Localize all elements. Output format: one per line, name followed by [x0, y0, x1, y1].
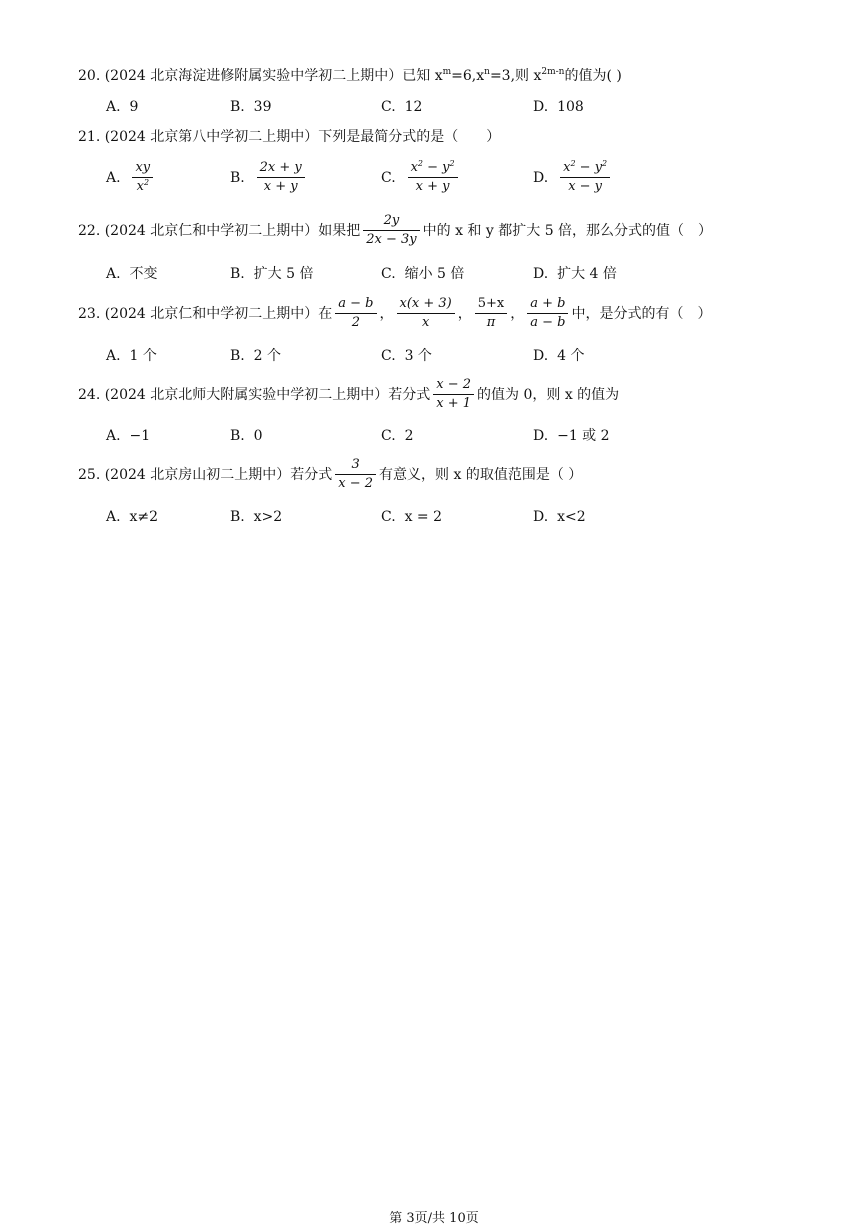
- numerator: x − 2: [436, 377, 472, 392]
- exponent: 2m-n: [541, 67, 565, 77]
- option-a: [106, 346, 157, 366]
- question-number: 25.: [78, 466, 101, 483]
- option-d: [533, 507, 586, 527]
- option-label: A.: [106, 348, 121, 364]
- option-label: D.: [533, 348, 549, 364]
- fraction: [560, 160, 610, 195]
- option-label: C.: [381, 348, 396, 364]
- exponent: 2: [570, 159, 576, 168]
- question-25: [78, 457, 582, 492]
- option-a: [106, 264, 157, 284]
- question-text: 有意义，则 x 的取值范围是（ ）: [379, 466, 583, 483]
- fraction: [132, 160, 153, 195]
- option-b: [230, 97, 271, 117]
- denominator: a − b: [527, 313, 568, 331]
- denominator-base: x: [136, 179, 144, 194]
- exponent: m: [442, 67, 452, 77]
- option-label: C.: [381, 169, 396, 186]
- option-label: B.: [230, 509, 245, 525]
- option-c: [381, 264, 464, 284]
- option-a: [106, 507, 158, 527]
- question-20: [78, 66, 622, 86]
- question-number: 20.: [78, 68, 101, 84]
- fraction: [408, 160, 458, 195]
- question-text: (2024 北京第八中学初二上期中）下列是最简分式的是（ ）: [104, 129, 501, 145]
- fraction: [363, 213, 419, 248]
- term: x: [410, 160, 418, 175]
- option-label: B.: [230, 348, 245, 364]
- option-c: [381, 346, 432, 366]
- exponent: 2: [143, 178, 150, 187]
- denominator: 2: [335, 313, 376, 331]
- numerator: x(x + 3): [399, 296, 452, 311]
- option-value: 扩大 4 倍: [557, 266, 617, 282]
- option-b: [230, 426, 263, 446]
- numerator: 3: [351, 457, 360, 472]
- page-footer: 第 3页/共 10页: [389, 1211, 479, 1226]
- option-value: x<2: [557, 509, 586, 525]
- option-label: C.: [381, 428, 396, 444]
- denominator: [132, 177, 153, 195]
- denominator: x − y: [560, 177, 610, 195]
- option-value: 不变: [129, 266, 158, 282]
- option-value: 扩大 5 倍: [253, 266, 314, 282]
- question-text: =3,则 x: [489, 68, 542, 84]
- numerator: 2y: [383, 213, 400, 228]
- option-label: C.: [381, 99, 396, 115]
- option-a: [106, 426, 150, 446]
- question-21: [78, 127, 500, 147]
- option-value: 4 个: [557, 348, 585, 364]
- option-d: [533, 264, 617, 284]
- option-label: D.: [533, 266, 549, 282]
- fraction: [335, 457, 376, 492]
- numerator: 2x + y: [259, 160, 302, 175]
- option-label: A.: [106, 169, 121, 186]
- option-value: 12: [404, 99, 423, 115]
- option-label: D.: [533, 428, 549, 444]
- option-d: [533, 426, 610, 446]
- option-value: 0: [253, 428, 263, 444]
- question-text: 的值为( ): [564, 68, 622, 84]
- denominator: x + y: [257, 177, 305, 195]
- option-a: [106, 97, 138, 117]
- numerator: 5+x: [477, 296, 505, 311]
- option-value: −1: [129, 428, 151, 444]
- exponent: 2: [449, 159, 455, 168]
- numerator: a + b: [530, 296, 566, 311]
- numerator: xy: [135, 160, 151, 175]
- term: x: [563, 160, 571, 175]
- fraction: [397, 296, 455, 331]
- option-value: 3 个: [404, 348, 432, 364]
- option-label: A.: [106, 428, 121, 444]
- option-d: [533, 160, 613, 195]
- option-c: [381, 160, 461, 195]
- option-value: 9: [129, 99, 139, 115]
- option-value: 2: [404, 428, 414, 444]
- question-number: 21.: [78, 129, 101, 145]
- option-label: A.: [106, 99, 121, 115]
- question-text: (2024 北京北师大附属实验中学初二上期中）若分式: [104, 386, 431, 403]
- option-label: C.: [381, 509, 396, 525]
- question-23: [78, 296, 711, 331]
- option-label: B.: [230, 428, 245, 444]
- denominator: π: [475, 313, 508, 331]
- fraction: [257, 160, 305, 195]
- option-value: x = 2: [404, 509, 443, 525]
- fraction: [527, 296, 568, 331]
- option-value: 缩小 5 倍: [404, 266, 465, 282]
- denominator: x − 2: [335, 474, 376, 492]
- separator: ，: [457, 305, 472, 322]
- option-label: B.: [230, 169, 245, 186]
- option-value: x≠2: [129, 509, 159, 525]
- option-b: [230, 160, 308, 195]
- option-d: [533, 346, 584, 366]
- question-text: (2024 北京房山初二上期中）若分式: [104, 466, 333, 483]
- separator: ，: [510, 305, 525, 322]
- term: − y: [423, 160, 450, 175]
- fraction: [475, 296, 508, 331]
- option-label: B.: [230, 99, 245, 115]
- option-label: B.: [230, 266, 245, 282]
- question-text: 中，是分式的有（ ）: [571, 305, 712, 322]
- option-a: [106, 160, 156, 195]
- exponent: 2: [602, 159, 608, 168]
- option-value: 108: [557, 99, 584, 115]
- exponent: n: [484, 67, 490, 77]
- option-value: 39: [253, 99, 272, 115]
- denominator: x: [397, 313, 455, 331]
- exponent: 2: [417, 159, 424, 168]
- option-label: D.: [533, 169, 549, 186]
- option-label: D.: [533, 509, 549, 525]
- question-number: 23.: [78, 305, 101, 322]
- fraction: [335, 296, 376, 331]
- option-c: [381, 507, 442, 527]
- question-text: (2024 北京仁和中学初二上期中）在: [104, 305, 333, 322]
- option-value: x>2: [253, 509, 283, 525]
- term: − y: [575, 160, 603, 175]
- option-b: [230, 346, 281, 366]
- question-24: [78, 377, 619, 412]
- denominator: x + 1: [433, 394, 474, 412]
- option-b: [230, 507, 282, 527]
- question-22: [78, 213, 712, 248]
- option-d: [533, 97, 584, 117]
- option-b: [230, 264, 313, 284]
- question-text: 的值为 0，则 x 的值为: [477, 386, 620, 403]
- question-text: =6,x: [451, 68, 485, 84]
- fraction: [433, 377, 474, 412]
- option-value: −1 或 2: [557, 428, 610, 444]
- option-label: C.: [381, 266, 396, 282]
- question-number: 24.: [78, 386, 101, 403]
- option-value: 2 个: [253, 348, 282, 364]
- separator: ，: [379, 305, 394, 322]
- denominator: x + y: [408, 177, 458, 195]
- numerator: [408, 160, 458, 177]
- option-label: A.: [106, 509, 121, 525]
- option-label: D.: [533, 99, 549, 115]
- denominator: 2x − 3y: [363, 230, 419, 248]
- option-value: 1 个: [129, 348, 157, 364]
- question-number: 22.: [78, 222, 101, 239]
- option-label: A.: [106, 266, 121, 282]
- question-text: (2024 北京海淀进修附属实验中学初二上期中）已知 x: [104, 68, 443, 84]
- numerator: a − b: [338, 296, 374, 311]
- question-text: (2024 北京仁和中学初二上期中）如果把: [104, 222, 361, 239]
- numerator: [560, 160, 610, 177]
- question-text: 中的 x 和 y 都扩大 5 倍，那么分式的值（ ）: [422, 222, 713, 239]
- option-c: [381, 426, 414, 446]
- option-c: [381, 97, 422, 117]
